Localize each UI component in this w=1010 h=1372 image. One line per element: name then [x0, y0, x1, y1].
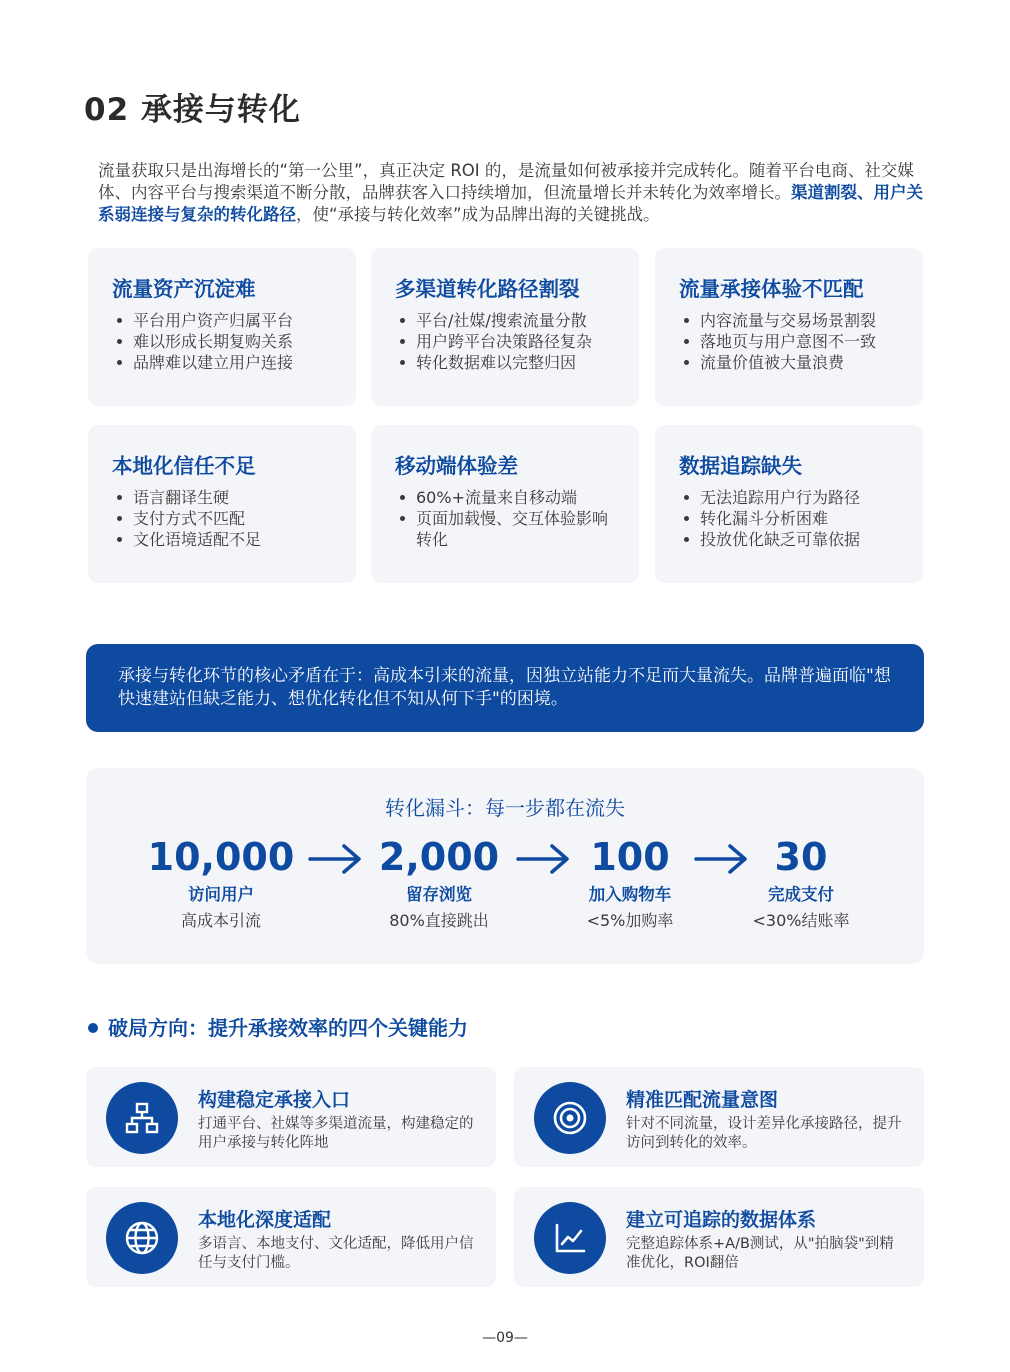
- challenge-card: [371, 248, 639, 406]
- bullet-dot-icon: [88, 1023, 98, 1033]
- section-heading: [88, 1012, 468, 1041]
- card-title: 流量资产沉淀难: [112, 277, 256, 301]
- page-number: —09—: [482, 1330, 528, 1346]
- funnel-step: [126, 834, 316, 932]
- capability-title: 精准匹配流量意图: [626, 1089, 779, 1111]
- intro-paragraph: [98, 160, 923, 226]
- intro-text-1: 流量获取只是出海增长的“第一公里”，真正决定 ROI 的，是流量如何被承接并完成转化。随着平台电商、社交媒体、内容平台与搜索渠道不断分散，品牌获客入口持续增加，但流量增长并未转化为效率增长。: [98, 161, 914, 202]
- callout-text: 承接与转化环节的核心矛盾在于：高成本引来的流量，因独立站能力不足而大量流失。品牌普遍面临"想快速建站但缺乏能力、想优化转化但不知从何下手"的困境。: [118, 666, 891, 709]
- card-list-item: 页面加载慢、交互体验影响转化: [399, 508, 611, 550]
- section-heading-text: 破局方向：提升承接效率的四个关键能力: [108, 1016, 468, 1040]
- card-title: 移动端体验差: [395, 454, 518, 478]
- capability-title: 建立可追踪的数据体系: [626, 1209, 817, 1231]
- funnel-step-label: 完成支付: [768, 885, 834, 904]
- card-list-item: 难以形成长期复购关系: [116, 331, 348, 352]
- card-title: 流量承接体验不匹配: [679, 277, 864, 301]
- globe-icon: [124, 1220, 160, 1256]
- capability-icon-badge: [106, 1202, 178, 1274]
- funnel-step-label: 访问用户: [188, 885, 254, 904]
- network-icon: [124, 1100, 160, 1136]
- card-list-item: 平台用户资产归属平台: [116, 310, 348, 331]
- challenge-card: [371, 425, 639, 583]
- card-list-item: 60%+流量来自移动端: [399, 487, 611, 508]
- capability-title: 构建稳定承接入口: [198, 1089, 351, 1111]
- challenge-card: [88, 425, 356, 583]
- card-title: 本地化信任不足: [112, 454, 256, 478]
- chart-icon: [552, 1220, 588, 1256]
- funnel-step-label: 加入购物车: [588, 885, 672, 904]
- capability-desc: 多语言、本地支付、文化适配，降低用户信任与支付门槛。: [198, 1236, 474, 1271]
- capability-desc: 打通平台、社媒等多渠道流量，构建稳定的用户承接与转化阵地: [198, 1116, 474, 1151]
- card-title: 数据追踪缺失: [679, 454, 802, 478]
- funnel-title: 转化漏斗：每一步都在流失: [385, 796, 625, 820]
- card-list: [399, 487, 611, 550]
- challenge-card: [655, 248, 923, 406]
- card-list-item: 文化语境适配不足: [116, 529, 348, 550]
- core-contradiction-callout: [86, 644, 924, 732]
- card-list-item: 用户跨平台决策路径复杂: [399, 331, 631, 352]
- conversion-funnel: [86, 768, 924, 964]
- target-icon: [552, 1100, 588, 1136]
- funnel-step-number: 10,000: [147, 835, 295, 879]
- capability-icon-badge: [534, 1082, 606, 1154]
- card-list-item: 无法追踪用户行为路径: [683, 487, 915, 508]
- funnel-step-number: 2,000: [378, 835, 500, 879]
- card-list-item: 内容流量与交易场景割裂: [683, 310, 915, 331]
- capability-desc: 针对不同流量，设计差异化承接路径，提升访问到转化的效率。: [626, 1116, 902, 1151]
- card-list-item: 平台/社媒/搜索流量分散: [399, 310, 631, 331]
- capability-card: [514, 1067, 924, 1167]
- funnel-step-number: 30: [774, 835, 828, 879]
- funnel-step-sub: <5%加购率: [586, 911, 674, 930]
- card-list: [116, 310, 348, 373]
- funnel-step-sub: 80%直接跳出: [389, 911, 489, 930]
- card-list-item: 转化数据难以完整归因: [399, 352, 631, 373]
- capability-desc: 完整追踪体系+A/B测试，从"拍脑袋"到精准优化，ROI翻倍: [626, 1236, 894, 1271]
- capability-title: 本地化深度适配: [198, 1209, 332, 1231]
- capability-card: [86, 1067, 496, 1167]
- capability-card: [514, 1187, 924, 1287]
- challenge-card: [88, 248, 356, 406]
- card-list-item: 投放优化缺乏可靠依据: [683, 529, 915, 550]
- intro-highlight: 渠道割裂、用户关系弱连接与复杂的转化路径: [98, 183, 923, 224]
- card-list-item: 支付方式不匹配: [116, 508, 348, 529]
- funnel-step-label: 留存浏览: [406, 885, 472, 904]
- card-list-item: 品牌难以建立用户连接: [116, 352, 348, 373]
- funnel-step: [344, 834, 534, 932]
- card-list-item: 流量价值被大量浪费: [683, 352, 915, 373]
- card-list: [399, 310, 631, 373]
- funnel-step: [706, 834, 896, 932]
- intro-text-2: ，使“承接与转化效率”成为品牌出海的关键挑战。: [296, 205, 660, 224]
- card-list: [683, 487, 915, 550]
- funnel-step-sub: <30%结账率: [752, 911, 850, 930]
- card-list-item: 语言翻译生硬: [116, 487, 348, 508]
- card-list-item: 转化漏斗分析困难: [683, 508, 915, 529]
- card-list-item: 落地页与用户意图不一致: [683, 331, 915, 352]
- funnel-step-sub: 高成本引流: [180, 911, 261, 930]
- funnel-step-number: 100: [590, 835, 670, 879]
- capability-card: [86, 1187, 496, 1287]
- card-list: [683, 310, 915, 373]
- capability-icon-badge: [534, 1202, 606, 1274]
- page-title: 02 承接与转化: [84, 92, 301, 128]
- challenge-card: [655, 425, 923, 583]
- card-title: 多渠道转化路径割裂: [395, 277, 580, 301]
- capability-icon-badge: [106, 1082, 178, 1154]
- card-list: [116, 487, 348, 550]
